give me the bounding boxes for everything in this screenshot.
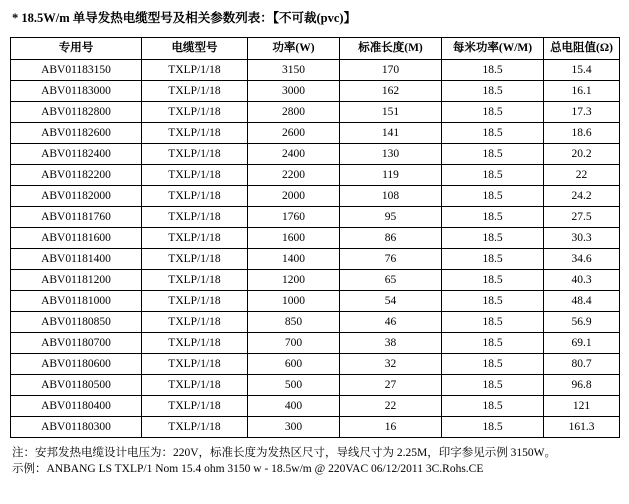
cell-standard-length: 54	[340, 291, 442, 312]
cell-power-per-meter: 18.5	[442, 81, 544, 102]
cell-part-number: ABV01183150	[11, 60, 142, 81]
table-row	[11, 312, 620, 333]
cell-total-resistance: 20.2	[544, 144, 620, 165]
table-row	[11, 186, 620, 207]
cell-cable-model: TXLP/1/18	[142, 396, 248, 417]
cell-standard-length: 141	[340, 123, 442, 144]
cell-standard-length: 162	[340, 81, 442, 102]
cell-part-number: ABV01183000	[11, 81, 142, 102]
cell-power-per-meter: 18.5	[442, 207, 544, 228]
table-row	[11, 102, 620, 123]
column-header-part-number: 专用号	[11, 38, 142, 60]
cell-total-resistance: 161.3	[544, 417, 620, 438]
cell-power: 600	[248, 354, 340, 375]
cell-power: 1600	[248, 228, 340, 249]
cell-power: 700	[248, 333, 340, 354]
cell-total-resistance: 80.7	[544, 354, 620, 375]
cell-part-number: ABV01181600	[11, 228, 142, 249]
cell-standard-length: 151	[340, 102, 442, 123]
cell-part-number: ABV01182000	[11, 186, 142, 207]
cell-part-number: ABV01181400	[11, 249, 142, 270]
column-header-power: 功率(W)	[248, 38, 340, 60]
cell-total-resistance: 69.1	[544, 333, 620, 354]
cell-power-per-meter: 18.5	[442, 291, 544, 312]
cell-cable-model: TXLP/1/18	[142, 60, 248, 81]
cell-power-per-meter: 18.5	[442, 123, 544, 144]
cell-power-per-meter: 18.5	[442, 333, 544, 354]
cell-standard-length: 170	[340, 60, 442, 81]
table-row	[11, 417, 620, 438]
cell-power-per-meter: 18.5	[442, 60, 544, 81]
cell-total-resistance: 24.2	[544, 186, 620, 207]
table-row	[11, 207, 620, 228]
cell-total-resistance: 16.1	[544, 81, 620, 102]
cell-total-resistance: 27.5	[544, 207, 620, 228]
cell-power-per-meter: 18.5	[442, 165, 544, 186]
cell-total-resistance: 22	[544, 165, 620, 186]
document-page	[0, 8, 629, 504]
cell-power: 500	[248, 375, 340, 396]
table-row	[11, 123, 620, 144]
column-header-total-resistance: 总电阻值(Ω)	[544, 38, 620, 60]
cell-power: 300	[248, 417, 340, 438]
table-row	[11, 228, 620, 249]
cell-part-number: ABV01181000	[11, 291, 142, 312]
cell-part-number: ABV01182800	[11, 102, 142, 123]
cell-part-number: ABV01182600	[11, 123, 142, 144]
cell-standard-length: 130	[340, 144, 442, 165]
cell-total-resistance: 121	[544, 396, 620, 417]
cell-power-per-meter: 18.5	[442, 396, 544, 417]
cell-cable-model: TXLP/1/18	[142, 144, 248, 165]
cell-cable-model: TXLP/1/18	[142, 375, 248, 396]
cell-standard-length: 76	[340, 249, 442, 270]
table-row	[11, 270, 620, 291]
cell-cable-model: TXLP/1/18	[142, 291, 248, 312]
cell-power-per-meter: 18.5	[442, 375, 544, 396]
cell-power: 2600	[248, 123, 340, 144]
cell-standard-length: 46	[340, 312, 442, 333]
cell-cable-model: TXLP/1/18	[142, 123, 248, 144]
cell-total-resistance: 40.3	[544, 270, 620, 291]
cell-power-per-meter: 18.5	[442, 312, 544, 333]
cell-part-number: ABV01181760	[11, 207, 142, 228]
cell-standard-length: 119	[340, 165, 442, 186]
cell-cable-model: TXLP/1/18	[142, 207, 248, 228]
column-header-cable-model: 电缆型号	[142, 38, 248, 60]
table-row	[11, 354, 620, 375]
table-row	[11, 291, 620, 312]
cell-standard-length: 32	[340, 354, 442, 375]
cell-part-number: ABV01181200	[11, 270, 142, 291]
cell-part-number: ABV01182400	[11, 144, 142, 165]
cell-part-number: ABV01180850	[11, 312, 142, 333]
cell-standard-length: 16	[340, 417, 442, 438]
table-row	[11, 375, 620, 396]
cell-part-number: ABV01180400	[11, 396, 142, 417]
cell-cable-model: TXLP/1/18	[142, 249, 248, 270]
cell-part-number: ABV01180500	[11, 375, 142, 396]
cell-part-number: ABV01182200	[11, 165, 142, 186]
cell-cable-model: TXLP/1/18	[142, 312, 248, 333]
cell-power: 1760	[248, 207, 340, 228]
cable-spec-table	[10, 37, 620, 438]
footnote-design-voltage: 注：安邦发热电缆设计电压为：220V，标准长度为发热区尺寸，导线尺寸为 2.25M，印字参见示例 3150W。	[12, 447, 557, 459]
cell-standard-length: 108	[340, 186, 442, 207]
cell-power: 1200	[248, 270, 340, 291]
cell-power-per-meter: 18.5	[442, 417, 544, 438]
cell-power: 2200	[248, 165, 340, 186]
cell-power-per-meter: 18.5	[442, 270, 544, 291]
cell-part-number: ABV01180300	[11, 417, 142, 438]
cell-power-per-meter: 18.5	[442, 249, 544, 270]
cell-power: 1000	[248, 291, 340, 312]
cell-total-resistance: 96.8	[544, 375, 620, 396]
cell-power-per-meter: 18.5	[442, 354, 544, 375]
column-header-power-per-meter: 每米功率(W/M)	[442, 38, 544, 60]
cell-power: 2800	[248, 102, 340, 123]
cell-power-per-meter: 18.5	[442, 144, 544, 165]
page-title: * 18.5W/m 单导发热电缆型号及相关参数列表：【不可裁(pvc)】	[12, 11, 357, 25]
cell-power: 400	[248, 396, 340, 417]
cell-total-resistance: 30.3	[544, 228, 620, 249]
cell-cable-model: TXLP/1/18	[142, 165, 248, 186]
cell-cable-model: TXLP/1/18	[142, 354, 248, 375]
table-header-row	[11, 38, 620, 60]
cell-total-resistance: 15.4	[544, 60, 620, 81]
cell-cable-model: TXLP/1/18	[142, 417, 248, 438]
cell-power: 3150	[248, 60, 340, 81]
table-row	[11, 81, 620, 102]
cell-power: 850	[248, 312, 340, 333]
cell-standard-length: 22	[340, 396, 442, 417]
cell-power: 3000	[248, 81, 340, 102]
cell-standard-length: 38	[340, 333, 442, 354]
cell-part-number: ABV01180600	[11, 354, 142, 375]
cell-power: 2400	[248, 144, 340, 165]
table-row	[11, 144, 620, 165]
cell-cable-model: TXLP/1/18	[142, 102, 248, 123]
cell-power-per-meter: 18.5	[442, 102, 544, 123]
cell-cable-model: TXLP/1/18	[142, 333, 248, 354]
cell-total-resistance: 18.6	[544, 123, 620, 144]
column-header-standard-length: 标准长度(M)	[340, 38, 442, 60]
cell-power: 2000	[248, 186, 340, 207]
cell-total-resistance: 56.9	[544, 312, 620, 333]
table-row	[11, 333, 620, 354]
cell-standard-length: 65	[340, 270, 442, 291]
cell-standard-length: 95	[340, 207, 442, 228]
cell-total-resistance: 48.4	[544, 291, 620, 312]
cell-power-per-meter: 18.5	[442, 228, 544, 249]
table-row	[11, 165, 620, 186]
cell-cable-model: TXLP/1/18	[142, 81, 248, 102]
footnotes	[12, 445, 619, 477]
cell-part-number: ABV01180700	[11, 333, 142, 354]
cell-total-resistance: 34.6	[544, 249, 620, 270]
table-row	[11, 249, 620, 270]
table-body	[11, 60, 620, 438]
table-row	[11, 60, 620, 81]
footnote-marking-example: 示例：ANBANG LS TXLP/1 Nom 15.4 ohm 3150 w - 18.5w/m @ 220VAC 06/12/2011 3C.Rohs.CE	[12, 463, 484, 475]
cell-standard-length: 27	[340, 375, 442, 396]
cell-standard-length: 86	[340, 228, 442, 249]
cell-total-resistance: 17.3	[544, 102, 620, 123]
cell-power-per-meter: 18.5	[442, 186, 544, 207]
cell-cable-model: TXLP/1/18	[142, 228, 248, 249]
cell-cable-model: TXLP/1/18	[142, 270, 248, 291]
table-row	[11, 396, 620, 417]
cell-cable-model: TXLP/1/18	[142, 186, 248, 207]
cell-power: 1400	[248, 249, 340, 270]
